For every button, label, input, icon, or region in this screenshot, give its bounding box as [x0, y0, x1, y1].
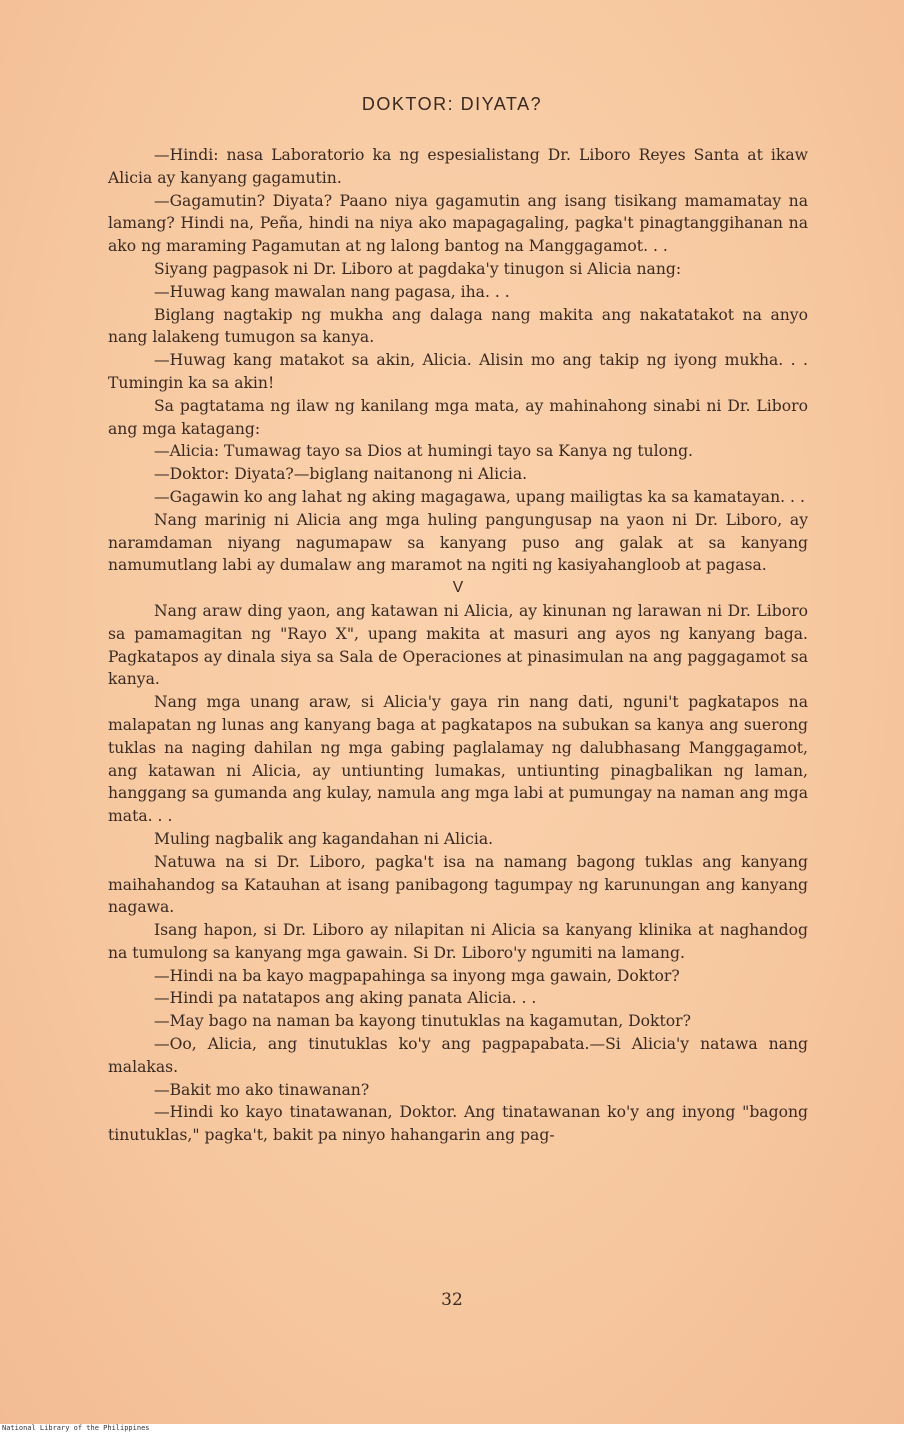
paragraph: Isang hapon, si Dr. Liboro ay nilapitan ni Alicia sa kanyang klinika at naghandog na tumulong sa kanyang mga gawain. Si Dr. Liboro'y ngumiti na lamang. — [108, 921, 808, 962]
paragraph: Nang araw ding yaon, ang katawan ni Alicia, ay kinunan ng larawan ni Dr. Liboro sa pamamagitan ng "Rayo X", upang makita at masuri ang ayos ng kanyang baga. Pagkatapos ay dinala siya sa Sala de Operaciones at pinasimulan na ang paggagamot sa kanya. — [108, 601, 808, 689]
paragraph: —Hindi: nasa Laboratorio ka ng espesialistang Dr. Liboro Reyes Santa at ikaw Alicia ay kanyang gagamutin. — [108, 146, 808, 187]
paragraph: —Oo, Alicia, ang tinutuklas ko'y ang pagpapabata.—Si Alicia'y natawa nang malakas. — [108, 1035, 808, 1076]
paragraph: Muling nagbalik ang kagandahan ni Alicia. — [154, 829, 494, 848]
running-head: DOKTOR: DIYATA? — [361, 94, 543, 114]
paragraph: —Huwag kang mawalan nang pagasa, iha. . . — [154, 282, 510, 301]
footer-bar — [0, 1424, 904, 1433]
paragraph: —Gagamutin? Diyata? Paano niya gagamutin ang isang tisikang mamamatay na lamang? Hindi na, Peña, hindi na niya ako mapagagaling, pagka't pinagtanggihanan na ako ng maraming Pagamutan at ng lalong bantog na Manggagamot. . . — [108, 191, 808, 256]
paragraph: —Hindi na ba kayo magpapahinga sa inyong mga gawain, Doktor? — [154, 966, 680, 985]
body-text — [108, 144, 808, 1147]
paragraph: Sa pagtatama ng ilaw ng kanilang mga mata, ay mahinahong sinabi ni Dr. Liboro ang mga katagang: — [108, 396, 808, 438]
paragraph: —Huwag kang matakot sa akin, Alicia. Alisin mo ang takip ng iyong mukha. . . Tumingin ka sa akin! — [108, 351, 808, 392]
paragraph: Biglang nagtakip ng mukha ang dalaga nang makita ang nakatatakot na anyo nang lalakeng tumugon sa kanya. — [108, 305, 808, 347]
paragraph: —Doktor: Diyata?—biglang naitanong ni Alicia. — [154, 465, 528, 484]
paragraph: —Bakit mo ako tinawanan? — [154, 1080, 370, 1099]
paragraph: Siyang pagpasok ni Dr. Liboro at pagdaka'y tinugon si Alicia nang: — [154, 259, 682, 278]
paragraph: Natuwa na si Dr. Liboro, pagka't isa na namang bagong tuklas ang kanyang maihahandog sa Katauhan at isang panibagong tagumpay ng karunungan ang kanyang nagawa. — [108, 852, 808, 917]
paragraph: —Hindi ko kayo tinatawanan, Doktor. Ang tinatawanan ko'y ang inyong "bagong tinutuklas," pagka't, bakit pa ninyo hahangarin ang pag- — [108, 1103, 808, 1145]
paragraph: —Alicia: Tumawag tayo sa Dios at humingi tayo sa Kanya ng tulong. — [154, 442, 694, 461]
footer-credit: National Library of the Philippines — [2, 1424, 150, 1432]
page-number: 32 — [441, 1290, 463, 1310]
paragraph: —Gagawin ko ang lahat ng aking magagawa, upang mailigtas ka sa kamatayan. . . — [154, 487, 805, 506]
paragraph: —Hindi pa natatapos ang aking panata Alicia. . . — [154, 989, 537, 1008]
paragraph: —May bago na naman ba kayong tinutuklas na kagamutan, Doktor? — [154, 1012, 691, 1031]
paragraph: Nang mga unang araw, si Alicia'y gaya rin nang dati, nguni't pagkatapos na malapatan ng lunas ang kanyang baga at pagkatapos na subukan sa kanya ang suerong tuklas na naging dahilan ng mga gabing paglalamay ng dalubhasang Manggagamot, ang katawan ni Alicia, ay untiunting lumakas, untiunting pinagbalikan ng laman, hanggang sa gumanda ang kulay, namula ang mga labi at pumungay na naman ang mga mata. . . — [108, 693, 808, 826]
paragraph: Nang marinig ni Alicia ang mga huling pangungusap na yaon ni Dr. Liboro, ay naramdaman niyang nagumapaw sa kanyang puso ang galak at sa kanyang namumutlang labi ay dumalaw ang maramot na ngiti ng kasiyahangloob at pagasa. — [108, 510, 808, 575]
section-heading: V — [452, 579, 464, 597]
